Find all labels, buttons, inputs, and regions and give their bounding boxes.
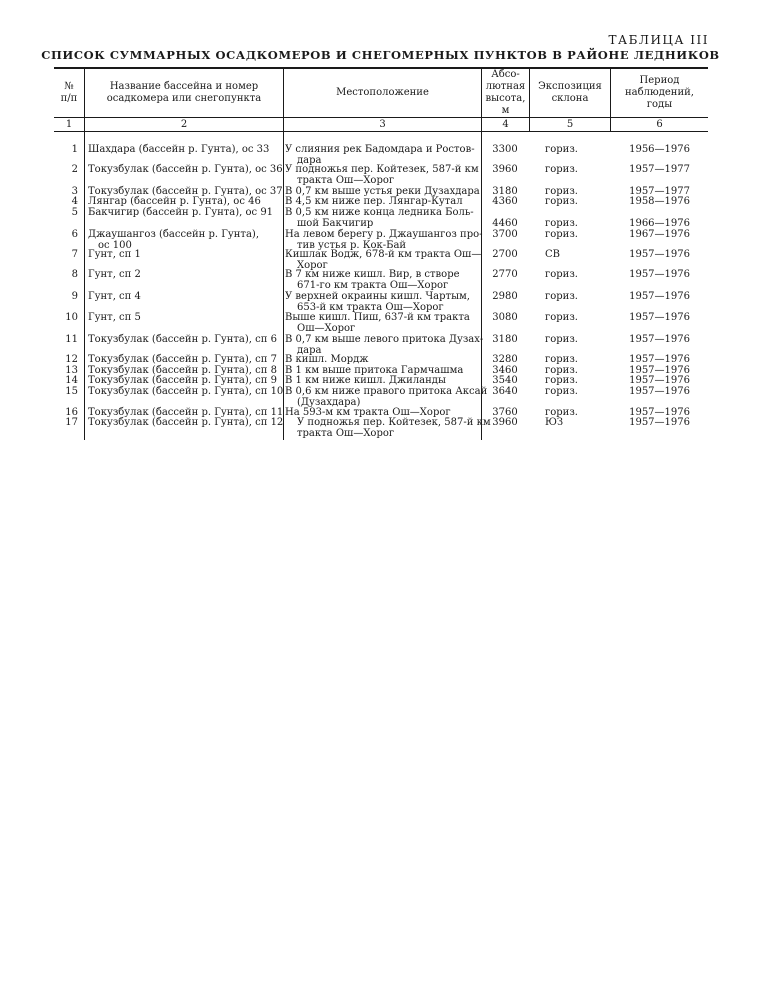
row-period: 1957—1976 — [629, 334, 690, 345]
row-station-name: Токузбулак (бассейн р. Гунта), сп 10 — [88, 386, 284, 397]
header-altitude-text: Абсо- лютная высота, м — [485, 68, 526, 116]
row-altitude: 3700 — [492, 229, 518, 240]
row-location: (Дузахдара) — [297, 396, 361, 408]
row-station-name: Токузбулак (бассейн р. Гунта), сп 9 — [88, 375, 277, 386]
row-exposition: ЮЗ — [545, 417, 564, 428]
row-station-name: Токузбулак (бассейн р. Гунта), сп 7 — [88, 354, 277, 365]
row-location: дара — [297, 344, 322, 356]
header-number-text: № п/п — [60, 80, 78, 104]
row-location: У слияния рек Бадомдара и Ростов- — [285, 144, 475, 155]
row-period: 1957—1976 — [629, 354, 690, 365]
row-location: дара — [297, 154, 322, 166]
column-number-2: 2 — [180, 119, 188, 130]
row-number: 11 — [65, 334, 78, 345]
header-location-text: Местоположение — [336, 86, 429, 98]
header-period — [611, 68, 708, 117]
row-location: В 1 км ниже кишл. Джиланды — [285, 375, 446, 386]
row-location: тракта Ош—Хорог — [297, 427, 395, 439]
row-station-name: Токузбулак (бассейн р. Гунта), ос 36 — [88, 164, 283, 175]
row-period: 1957—1977 — [629, 186, 690, 197]
row-station-name: Токузбулак (бассейн р. Гунта), сп 6 — [88, 334, 277, 345]
row-location: В 4,5 км ниже пер. Лянгар-Кутал — [285, 196, 463, 207]
row-exposition: гориз. — [545, 186, 578, 197]
row-exposition: гориз. — [545, 386, 578, 397]
row-altitude: 3960 — [492, 417, 518, 428]
row-altitude: 3540 — [492, 375, 518, 386]
row-period: 1957—1976 — [629, 417, 690, 428]
row-number: 2 — [71, 164, 78, 175]
row-period: 1957—1976 — [629, 291, 690, 302]
row-number: 14 — [65, 375, 78, 386]
column-numbers-rule — [54, 131, 708, 132]
row-number: 7 — [71, 249, 78, 260]
row-number: 1 — [71, 144, 78, 155]
row-period: 1957—1976 — [629, 365, 690, 376]
row-exposition: гориз. — [545, 354, 578, 365]
header-number — [54, 68, 84, 117]
row-period: 1958—1976 — [629, 196, 690, 207]
row-period: 1957—1976 — [629, 386, 690, 397]
column-number-1: 1 — [65, 119, 73, 130]
row-period: 1957—1976 — [629, 375, 690, 386]
row-altitude: 3080 — [492, 312, 518, 323]
row-location: тив устья р. Кок-Бай — [297, 239, 407, 251]
row-period: 1957—1976 — [629, 269, 690, 280]
row-exposition: гориз. — [545, 334, 578, 345]
row-exposition: гориз. — [545, 196, 578, 207]
row-location: У подножья пер. Койтезек, 587-й км — [285, 164, 479, 175]
row-number: 17 — [65, 417, 78, 428]
column-number-5: 5 — [566, 119, 574, 130]
row-location: Ош—Хорог — [297, 322, 356, 334]
row-station-name: Джаушангоз (бассейн р. Гунта), — [88, 229, 260, 240]
row-station-name: Гунт, сп 1 — [88, 249, 141, 260]
row-location: На 593-м км тракта Ош—Хорог — [285, 407, 451, 418]
row-station-name: Токузбулак (бассейн р. Гунта), сп 11 — [88, 407, 284, 418]
row-location: В 0,7 км выше устья реки Дузахдара — [285, 186, 480, 197]
row-location: тракта Ош—Хорог — [297, 174, 395, 186]
column-number-4: 4 — [502, 119, 509, 130]
row-number: 4 — [71, 196, 78, 207]
row-altitude: 4460 — [492, 217, 518, 229]
row-period: 1966—1976 — [629, 217, 690, 229]
row-altitude: 3280 — [492, 354, 518, 365]
row-location: В 7 км ниже кишл. Вир, в створе — [285, 269, 460, 280]
row-number: 6 — [71, 229, 78, 240]
column-number-3: 3 — [379, 119, 386, 130]
row-altitude: 2770 — [492, 269, 518, 280]
row-location: У подножья пер. Койтезек, 587-й км — [297, 417, 491, 428]
row-number: 9 — [71, 291, 78, 302]
row-period: 1956—1976 — [629, 144, 690, 155]
row-station-name: Токузбулак (бассейн р. Гунта), сп 8 — [88, 365, 277, 376]
row-number: 12 — [65, 354, 78, 365]
row-station-name: ос 100 — [98, 239, 132, 251]
header-location — [284, 68, 481, 117]
row-period: 1957—1976 — [629, 407, 690, 418]
row-exposition: гориз. — [545, 375, 578, 386]
row-altitude: 3640 — [492, 386, 518, 397]
row-altitude: 2980 — [492, 291, 518, 302]
row-altitude: 3180 — [492, 186, 518, 197]
row-exposition: гориз. — [545, 407, 578, 418]
row-period: 1957—1976 — [629, 312, 690, 323]
row-location: На левом берегу р. Джаушангоз про- — [285, 229, 483, 240]
row-station-name: Лянгар (бассейн р. Гунта), ос 46 — [88, 196, 261, 207]
row-altitude: 4360 — [492, 196, 518, 207]
row-station-name: Токузбулак (бассейн р. Гунта), ос 37 — [88, 186, 283, 197]
row-exposition: гориз. — [545, 291, 578, 302]
row-location: 653-й км тракта Ош—Хорог — [297, 301, 444, 313]
row-number: 3 — [71, 186, 78, 197]
row-exposition: гориз. — [545, 312, 578, 323]
row-station-name: Гунт, сп 2 — [88, 269, 141, 280]
document-title: СПИСОК СУММАРНЫХ ОСАДКОМЕРОВ И СНЕГОМЕРНЫХ ПУНКТОВ В РАЙОНЕ ЛЕДНИКОВ — [41, 48, 720, 62]
row-location: 671-го км тракта Ош—Хорог — [297, 279, 449, 291]
table-label: ТАБЛИЦА III — [608, 33, 709, 47]
row-altitude: 2700 — [492, 249, 518, 260]
row-station-name: Гунт, сп 5 — [88, 312, 141, 323]
column-number-6: 6 — [656, 119, 663, 130]
row-period: 1957—1976 — [629, 249, 690, 260]
row-location: В 0,7 км выше левого притока Дузах- — [285, 334, 484, 345]
row-period: 1967—1976 — [629, 229, 690, 240]
row-exposition: гориз. — [545, 164, 578, 175]
row-location: Выше кишл. Пиш, 637-й км тракта — [285, 312, 470, 323]
row-location: Хорог — [297, 259, 328, 271]
row-station-name: Бакчигир (бассейн р. Гунта), ос 91 — [88, 207, 274, 218]
row-exposition: гориз. — [545, 217, 578, 229]
row-number: 8 — [71, 269, 78, 280]
row-location: В 0,6 км ниже правого притока Аксай — [285, 386, 488, 397]
row-exposition: гориз. — [545, 269, 578, 280]
row-period: 1957—1977 — [629, 164, 690, 175]
header-name — [85, 68, 283, 117]
row-location: В 0,5 км ниже конца ледника Боль- — [285, 207, 474, 218]
row-number: 5 — [71, 207, 78, 218]
row-station-name: Токузбулак (бассейн р. Гунта), сп 12 — [88, 417, 284, 428]
row-number: 16 — [65, 407, 78, 418]
row-number: 13 — [65, 365, 78, 376]
row-location: В кишл. Мордж — [285, 354, 369, 365]
row-station-name: Шахдара (бассейн р. Гунта), ос 33 — [88, 144, 270, 155]
row-altitude: 3760 — [492, 407, 518, 418]
row-location: шой Бакчигир — [297, 217, 374, 229]
header-name-text: Название бассейна и номер осадкомера или снегопункта — [106, 80, 262, 104]
row-altitude: 3960 — [492, 164, 518, 175]
row-altitude: 3460 — [492, 365, 518, 376]
header-exposition — [530, 68, 610, 117]
header-period-text: Период наблюдений, годы — [625, 74, 694, 110]
row-exposition: гориз. — [545, 229, 578, 240]
row-location: В 1 км выше притока Гармчашма — [285, 365, 464, 376]
row-number: 10 — [65, 312, 78, 323]
row-exposition: гориз. — [545, 144, 578, 155]
row-altitude: 3300 — [492, 144, 518, 155]
header-exposition-text: Экспозиция склона — [538, 80, 602, 104]
row-number: 15 — [65, 386, 78, 397]
row-exposition: СВ — [545, 249, 560, 260]
row-location: Кишлак Водж, 678-й км тракта Ош— — [285, 249, 482, 260]
row-station-name: Гунт, сп 4 — [88, 291, 141, 302]
row-location: У верхней окраины кишл. Чартым, — [285, 291, 470, 302]
row-altitude: 3180 — [492, 334, 518, 345]
row-exposition: гориз. — [545, 365, 578, 376]
header-altitude — [482, 68, 529, 117]
